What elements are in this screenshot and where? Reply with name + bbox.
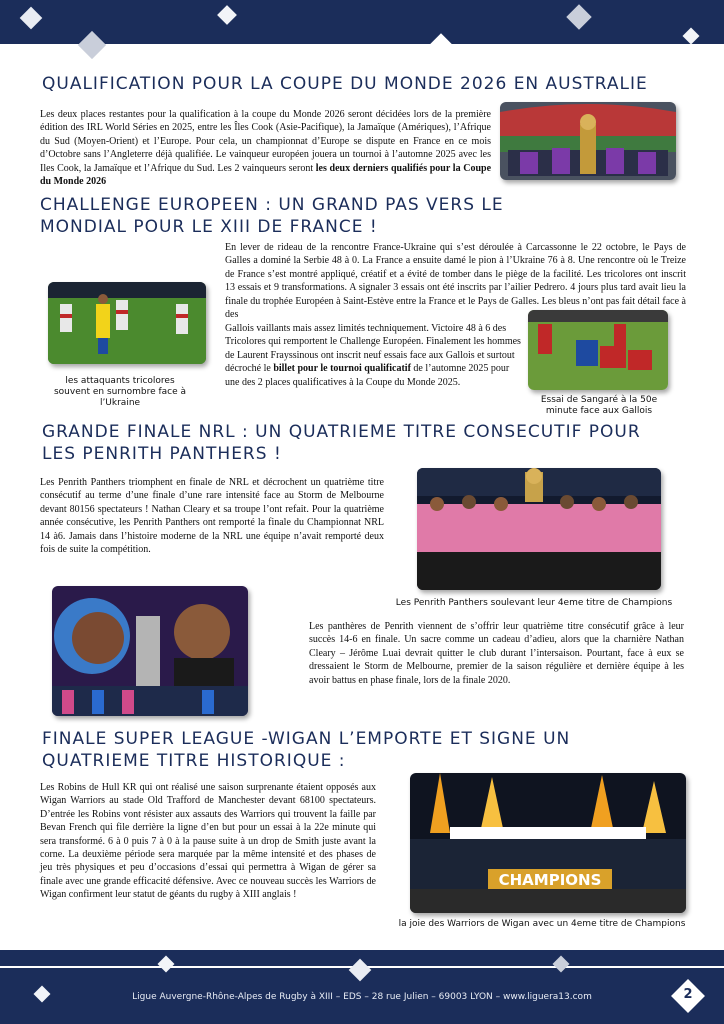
page-number: 2 xyxy=(683,987,693,1002)
challenge-paragraph-top: En lever de rideau de la rencontre France-Ukraine qui s’est déroulée à Carcassonne le 22 octobre, le Pays de Galles a dominé la Serbie 48 à 0. La France a ensuite damé le pion à l’Ukraine 76 à 8. Une rencontre où le Treize de France s’est montré appliqué, créatif et a évité de tomber dans le piège de la facilité. Les tricolores ont inscrit 13 essais et 9 transformations. A signaler 3 essais ont été inscrits par l’ailier Pedrero. 4 jours plus tard avait lieu la finale du trophée Européen à Saint-Estève entre la France et le Pays de Galles. Les bleus n’ont pas fait détail face à des xyxy=(225,242,686,321)
title-line: GRANDE FINALE NRL : UN QUATRIEME TITRE CONSECUTIF POUR xyxy=(42,422,641,442)
nrl-paragraph-1: Les Penrith Panthers triomphent en finale de NRL et décrochent un quatrième titre consécutif au terme d’une finale d’une rare intensité face au Storm de Melbourne devant 80156 spectateurs ! Nathan Cleary et sa troupe l’ont refait. Pour la quatrième année consécutive, les Penrith Panthers ont remporté la finale du Championnat NRL 14 à6. Jamais dans l’histoire moderne de la NRL une équipe n’avait remporté deux fois de suite la compétition. xyxy=(40,477,384,556)
france-ukraine-photo xyxy=(48,282,206,364)
title-line: FINALE SUPER LEAGUE -WIGAN L’EMPORTE ET SIGNE UN xyxy=(42,729,571,749)
footer-address: Ligue Auvergne-Rhône-Alpes de Rugby à XIII – EDS – 28 rue Julien – 69003 LYON – www.liguera13.com xyxy=(132,992,592,1002)
section-title-world-cup: QUALIFICATION POUR LA COUPE DU MONDE 2026 EN AUSTRALIE xyxy=(42,74,648,94)
super-league-paragraph: Les Robins de Hull KR qui ont réalisé une saison surprenante étaient opposés aux Wigan Warriors au stade Old Trafford de Manchester devant 68100 spectateurs. D’entrée les Robins vont résister aux assauts des Warriors qui trouvent la faille par Bevan French qui file derrière la ligne d’en but pour un essai à la 22e minute qui sera transformé. 6 à 0 puis 7 à 0 à la pause suite à un drop de Smith juste avant la corne. La deuxième période sera marquée par la même intensité et des phases de jeu très physiques et peu d’occasions d’essai qui permettra à Wigan de gérer sa finale avec une grande efficacité défensive. Avec ce nouveau succès les Warriors de Wigan confirment leur statut de géants du rugby à XIII anglais ! xyxy=(40,782,376,901)
challenge-paragraph-bottom: Gallois vaillants mais assez limités techniquement. Victoire 48 à 6 des Tricolores qui remportent le Challenge Européen. Finalement les hommes de Laurent Frayssinous ont inscrit neuf essais face aux Gallois et surtout décroché le billet pour le tournoi qualificatif de l’automne 2025 pour une des 2 places qualificatives à la Coupe du Monde 2025. xyxy=(225,323,521,388)
caption-penrith: Les Penrith Panthers soulevant leur 4eme titre de Champions xyxy=(395,598,673,608)
title-line: LES PENRITH PANTHERS ! xyxy=(42,444,282,464)
sangare-try-photo xyxy=(528,310,668,390)
caption-attaquants: les attaquants tricolores souvent en surnombre face à l’Ukraine xyxy=(53,376,187,408)
title-line: CHALLENGE EUROPEEN : UN GRAND PAS VERS LE xyxy=(40,195,504,215)
section-title-nrl xyxy=(42,421,641,465)
section-title-challenge xyxy=(40,194,504,238)
wigan-champions-photo xyxy=(410,773,686,913)
nrl-paragraph-2: Les panthères de Penrith viennent de s’offrir leur quatrième titre consécutif grâce à leur succès 14-6 en finale. Un sacre comme un cadeau d’adieu, alors que la charnière Nathan Cleary – Jérôme Luai devrait quitter le club durant l’intersaison. Pourtant, face à eux se dressaient le Storm de Melbourne, premier de la saison régulière et dernière équipe à les avoir battus en phase finale, lors de la finale 2020. xyxy=(309,621,684,686)
penrith-trophy-photo xyxy=(417,468,661,590)
header-band xyxy=(0,0,724,44)
world-cup-photo xyxy=(500,102,676,180)
caption-wigan: la joie des Warriors de Wigan avec un 4eme titre de Champions xyxy=(398,919,686,929)
section-title-super-league xyxy=(42,728,570,772)
panthers-poster-photo xyxy=(52,586,248,716)
title-line: QUATRIEME TITRE HISTORIQUE : xyxy=(42,751,346,771)
champions-banner: CHAMPIONS xyxy=(498,871,602,889)
world-cup-paragraph: Les deux places restantes pour la qualification à la coupe du Monde 2026 seront décidées lors de la première édition des IRL World Séries en 2025, entre les Îles Cook (Asie-Pacifique), la Jamaïque (Amériques), l’Afrique du Sud (Moyen-Orient) et l’Europe. Pour cela, un championnat d’Europe se dispute en France en ce mois d’Octobre sans l’Angleterre déjà qualifiée. Le vainqueur européen jouera un tournoi à l’automne 2025 avec les Iles Cook, la Jamaïque et l’Afrique du Sud. Les 2 vainqueurs seront les deux derniers qualifiés pour la Coupe du Monde 2026 xyxy=(40,109,492,188)
title-line: MONDIAL POUR LE XIII DE FRANCE ! xyxy=(40,217,378,237)
caption-sangare: Essai de Sangaré à la 50e minute face aux Gallois xyxy=(540,395,658,416)
